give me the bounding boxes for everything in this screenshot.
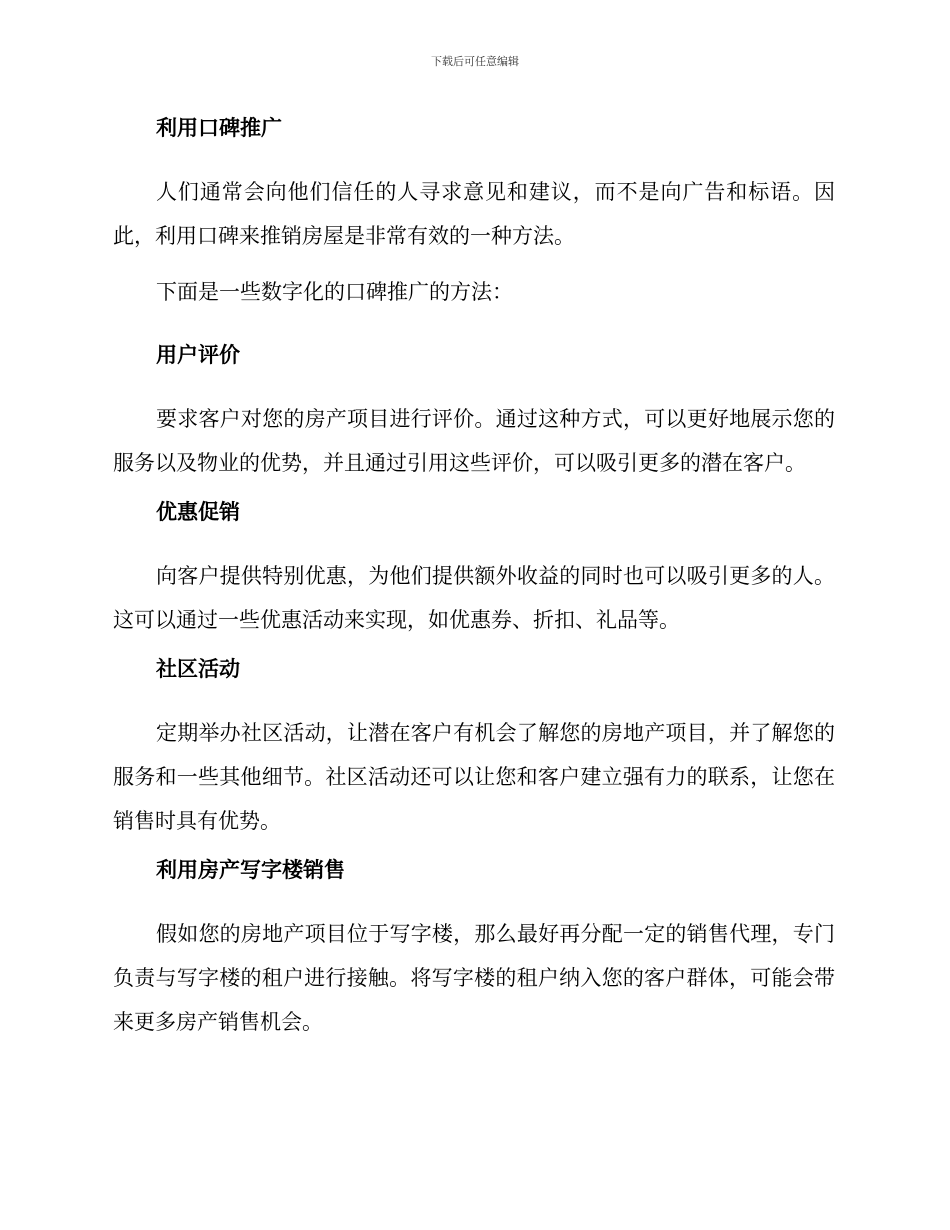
paragraph-user-reviews: 要求客户对您的房产项目进行评价。通过这种方式，可以更好地展示您的服务以及物业的优势，并且通过引用这些评价，可以吸引更多的潜在客户。 — [113, 407, 835, 475]
section-heading-community-events: 社区活动 — [156, 657, 240, 681]
section-heading-word-of-mouth: 利用口碑推广 — [156, 116, 282, 140]
section-heading-office-building-sales: 利用房产写字楼销售 — [156, 858, 345, 882]
paragraph-promotions: 向客户提供特别优惠，为他们提供额外收益的同时也可以吸引更多的人。这可以通过一些优惠活动来实现，如优惠券、折扣、礼品等。 — [113, 564, 835, 632]
section-heading-promotions: 优惠促销 — [156, 500, 240, 524]
paragraph-digital-methods: 下面是一些数字化的口碑推广的方法： — [156, 280, 513, 304]
paragraph-word-of-mouth-intro: 人们通常会向他们信任的人寻求意见和建议，而不是向广告和标语。因此，利用口碑来推销房屋是非常有效的一种方法。 — [113, 180, 835, 248]
page-header-note: 下载后可任意编辑 — [431, 55, 519, 68]
paragraph-community-events: 定期举办社区活动，让潜在客户有机会了解您的房地产项目，并了解您的服务和一些其他细节。社区活动还可以让您和客户建立强有力的联系，让您在销售时具有优势。 — [113, 721, 835, 833]
document-body — [113, 113, 835, 1056]
section-heading-user-reviews: 用户评价 — [156, 343, 240, 367]
paragraph-office-building-sales: 假如您的房地产项目位于写字楼，那么最好再分配一定的销售代理，专门负责与写字楼的租户进行接触。将写字楼的租户纳入您的客户群体，可能会带来更多房产销售机会。 — [113, 922, 835, 1034]
